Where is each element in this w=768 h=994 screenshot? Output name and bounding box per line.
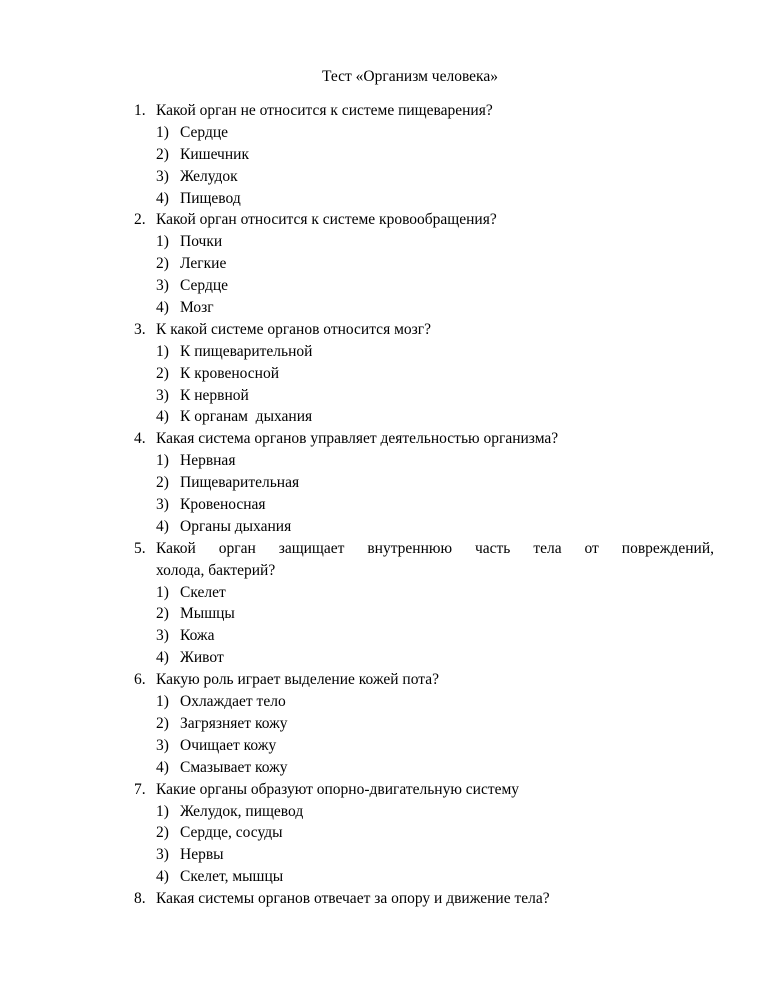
answer-option [134, 450, 714, 472]
question-line [134, 888, 714, 910]
answer-text: Сердце [180, 277, 229, 295]
question-number: 6. [134, 671, 146, 689]
answer-text: Сердце [180, 123, 229, 141]
answer-text: Смазывает кожу [180, 758, 288, 776]
answer-option [134, 735, 714, 757]
question-number: 3. [134, 320, 146, 338]
answer-option [134, 188, 714, 210]
question-number: 7. [134, 780, 146, 798]
answer-number: 1) [156, 123, 169, 141]
question-number: 1. [134, 102, 146, 119]
answer-option [134, 472, 714, 494]
answer-option [134, 757, 714, 779]
answer-option [134, 253, 714, 275]
answer-text: Кожа [180, 627, 215, 645]
answer-option [134, 713, 714, 735]
answer-text: Скелет [180, 583, 226, 601]
answer-text: К пищеварительной [180, 342, 313, 360]
answer-text: Живот [180, 649, 224, 667]
answer-number: 3) [156, 496, 169, 514]
question-line [134, 779, 714, 801]
answer-number: 1) [156, 583, 169, 601]
answer-text: Легкие [180, 255, 227, 273]
answer-option [134, 866, 714, 888]
answer-option [134, 341, 714, 363]
answer-option [134, 691, 714, 713]
answer-option [134, 582, 714, 604]
question-text: Какая система органов управляет деятельностью организма? [156, 430, 559, 448]
question-line [134, 100, 714, 122]
answer-number: 1) [156, 233, 169, 251]
answer-number: 3) [156, 167, 169, 185]
answer-text: Желудок, пищевод [180, 802, 304, 820]
question-text: Какая системы органов отвечает за опору и движение тела? [156, 890, 550, 908]
question-line [134, 428, 714, 450]
answer-option [134, 516, 714, 538]
answer-number: 2) [156, 824, 169, 842]
answer-number: 4) [156, 868, 169, 886]
question-number: 4. [134, 430, 146, 448]
answer-number: 4) [156, 517, 169, 535]
answer-option [134, 385, 714, 407]
answer-option [134, 647, 714, 669]
answer-option [134, 801, 714, 823]
answer-text: Почки [180, 233, 223, 251]
answer-text: Пищеварительная [180, 474, 300, 492]
answer-option [134, 363, 714, 385]
question-text: Какой орган относится к системе кровообращения? [156, 211, 497, 229]
answer-number: 3) [156, 277, 169, 295]
answer-text: Кишечник [180, 145, 249, 163]
question-text: холода, бактерий? [156, 561, 276, 579]
answer-number: 3) [156, 386, 169, 404]
answer-text: Скелет, мышцы [180, 868, 284, 886]
answer-option [134, 231, 714, 253]
answer-option [134, 625, 714, 647]
question-list [134, 100, 714, 910]
answer-number: 2) [156, 474, 169, 492]
answer-number: 1) [156, 802, 169, 820]
answer-text: Кровеносная [180, 496, 266, 514]
answer-option [134, 297, 714, 319]
answer-number: 3) [156, 846, 169, 864]
answer-option [134, 603, 714, 625]
answer-number: 2) [156, 364, 169, 382]
answer-option [134, 144, 714, 166]
question-text: Какой орган не относится к системе пищеварения? [156, 102, 493, 119]
question-text: Какую роль играет выделение кожей пота? [156, 671, 439, 689]
answer-text: Нервная [180, 452, 236, 470]
answer-number: 1) [156, 342, 169, 360]
answer-option [134, 275, 714, 297]
answer-number: 4) [156, 408, 169, 426]
answer-number: 3) [156, 627, 169, 645]
answer-number: 2) [156, 605, 169, 623]
document-title: Тест «Организм человека» [322, 68, 498, 85]
question-text: Какой орган защищает внутреннюю часть тела от повреждений, [156, 539, 714, 557]
answer-number: 2) [156, 145, 169, 163]
answer-option [134, 122, 714, 144]
answer-number: 1) [156, 452, 169, 470]
answer-option [134, 844, 714, 866]
question-line [134, 560, 714, 582]
answer-text: Загрязняет кожу [180, 714, 288, 732]
question-line [134, 319, 714, 341]
question-line [134, 209, 714, 231]
answer-number: 3) [156, 736, 169, 754]
question-text: Какие органы образуют опорно-двигательную систему [156, 780, 520, 798]
answer-text: К кровеносной [180, 364, 280, 382]
answer-text: Сердце, сосуды [180, 824, 283, 842]
answer-number: 4) [156, 299, 169, 317]
question-number: 5. [134, 539, 146, 557]
answer-number: 2) [156, 714, 169, 732]
answer-text: Охлаждает тело [180, 693, 286, 711]
answer-number: 4) [156, 189, 169, 207]
answer-text: Желудок [180, 167, 238, 185]
answer-number: 1) [156, 693, 169, 711]
question-text: К какой системе органов относится мозг? [156, 320, 431, 338]
answer-option [134, 166, 714, 188]
answer-text: К нервной [180, 386, 249, 404]
answer-number: 4) [156, 649, 169, 667]
answer-text: Очищает кожу [180, 736, 277, 754]
answer-option [134, 406, 714, 428]
answer-option [134, 822, 714, 844]
answer-text: Мозг [180, 299, 214, 317]
answer-text: К органам дыхания [180, 408, 313, 426]
question-number: 8. [134, 890, 146, 908]
answer-number: 4) [156, 758, 169, 776]
answer-text: Нервы [180, 846, 224, 864]
question-line [134, 538, 714, 560]
answer-text: Органы дыхания [180, 517, 292, 535]
question-line [134, 669, 714, 691]
answer-number: 2) [156, 255, 169, 273]
question-number: 2. [134, 211, 146, 229]
answer-option [134, 494, 714, 516]
answer-text: Мышцы [180, 605, 235, 623]
answer-text: Пищевод [180, 189, 241, 207]
